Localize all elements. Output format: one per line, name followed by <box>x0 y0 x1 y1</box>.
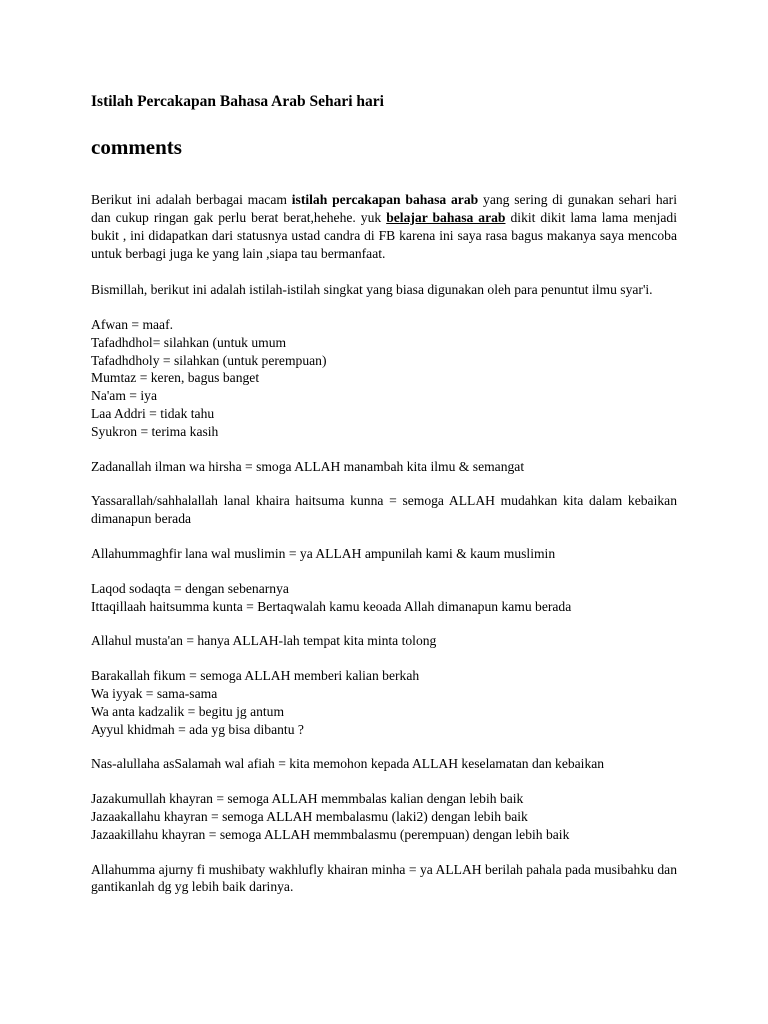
phrase-line: Yassarallah/sahhalallah lanal khaira haitsuma kunna = semoga ALLAH mudahkan kita dalam kebaikan dimanapun berada <box>91 493 677 527</box>
phrase-line: Ayyul khidmah = ada yg bisa dibantu ? <box>91 721 304 737</box>
document-title: Istilah Percakapan Bahasa Arab Sehari hari <box>91 93 384 110</box>
phrase-group <box>91 790 677 843</box>
intro-text-2: yang sering di gunakan sehari hari dan cukup ringan gak perlu berat berat,hehehe. yuk <box>91 192 677 225</box>
phrase-line: Jazaakillahu khayran = semoga ALLAH memmbalasmu (perempuan) dengan lebih baik <box>91 826 570 842</box>
bismillah-paragraph: Bismillah, berikut ini adalah istilah-istilah singkat yang biasa digunakan oleh para penuntut ilmu syar'i. <box>91 282 653 297</box>
link-belajar-bahasa-arab[interactable]: belajar bahasa arab <box>386 210 506 225</box>
phrase-line: Nas-alullaha asSalamah wal afiah = kita memohon kepada ALLAH keselamatan dan kebaikan <box>91 756 605 772</box>
phrase-line: Jazaakallahu khayran = semoga ALLAH membalasmu (laki2) dengan lebih baik <box>91 808 528 824</box>
comments-heading: comments <box>91 135 182 159</box>
phrase-line: Laqod sodaqta = dengan sebenarnya <box>91 580 289 596</box>
phrase-line: Tafadhdhol= silahkan (untuk umum <box>91 334 287 350</box>
phrase-line: Na'am = iya <box>91 388 157 404</box>
phrase-line: Laa Addri = tidak tahu <box>91 405 215 421</box>
intro-text-1: Berikut ini adalah berbagai macam <box>91 192 292 207</box>
phrase-line: Mumtaz = keren, bagus banget <box>91 370 260 386</box>
document-page <box>91 92 677 896</box>
phrase-group <box>91 755 677 773</box>
phrase-line: Wa iyyak = sama-sama <box>91 685 218 701</box>
phrase-line: Jazakumullah khayran = semoga ALLAH memmbalas kalian dengan lebih baik <box>91 791 524 807</box>
phrase-group <box>91 632 677 650</box>
phrase-group <box>91 316 677 441</box>
phrase-line: Wa anta kadzalik = begitu jg antum <box>91 703 285 719</box>
phrase-line: Tafadhdholy = silahkan (untuk perempuan) <box>91 352 327 368</box>
phrase-line: Allahumma ajurny fi mushibaty wakhlufly khairan minha = ya ALLAH berilah pahala pada musibahku dan gantikanlah dg yg lebih baik darinya. <box>91 861 677 895</box>
phrase-line: Allahummaghfir lana wal muslimin = ya ALLAH ampunilah kami & kaum muslimin <box>91 545 556 561</box>
phrase-line: Zadanallah ilman wa hirsha = smoga ALLAH manambah kita ilmu & semangat <box>91 458 525 474</box>
phrase-line: Allahul musta'an = hanya ALLAH-lah tempat kita minta tolong <box>91 633 437 649</box>
phrase-line: Ittaqillaah haitsumma kunta = Bertaqwalah kamu keoada Allah dimanapun kamu berada <box>91 598 572 614</box>
intro-paragraph <box>91 191 677 263</box>
phrase-group <box>91 492 677 528</box>
intro-text-3: dikit dikit lama lama menjadi bukit , ini didapatkan dari statusnya ustad candra di FB karena ini saya rasa bagus makanya saya mencoba untuk berbagi juga ke yang lain ,siapa tau bermanfaat. <box>91 210 677 261</box>
phrase-line: Afwan = maaf. <box>91 317 174 332</box>
phrase-group <box>91 580 677 616</box>
keyword-istilah: istilah percakapan bahasa arab <box>291 192 479 207</box>
phrase-group <box>91 545 677 563</box>
phrase-line: Barakallah fikum = semoga ALLAH memberi kalian berkah <box>91 668 420 684</box>
phrase-group <box>91 667 677 738</box>
phrase-group <box>91 861 677 897</box>
phrase-group <box>91 458 677 476</box>
phrase-line: Syukron = terima kasih <box>91 423 219 439</box>
